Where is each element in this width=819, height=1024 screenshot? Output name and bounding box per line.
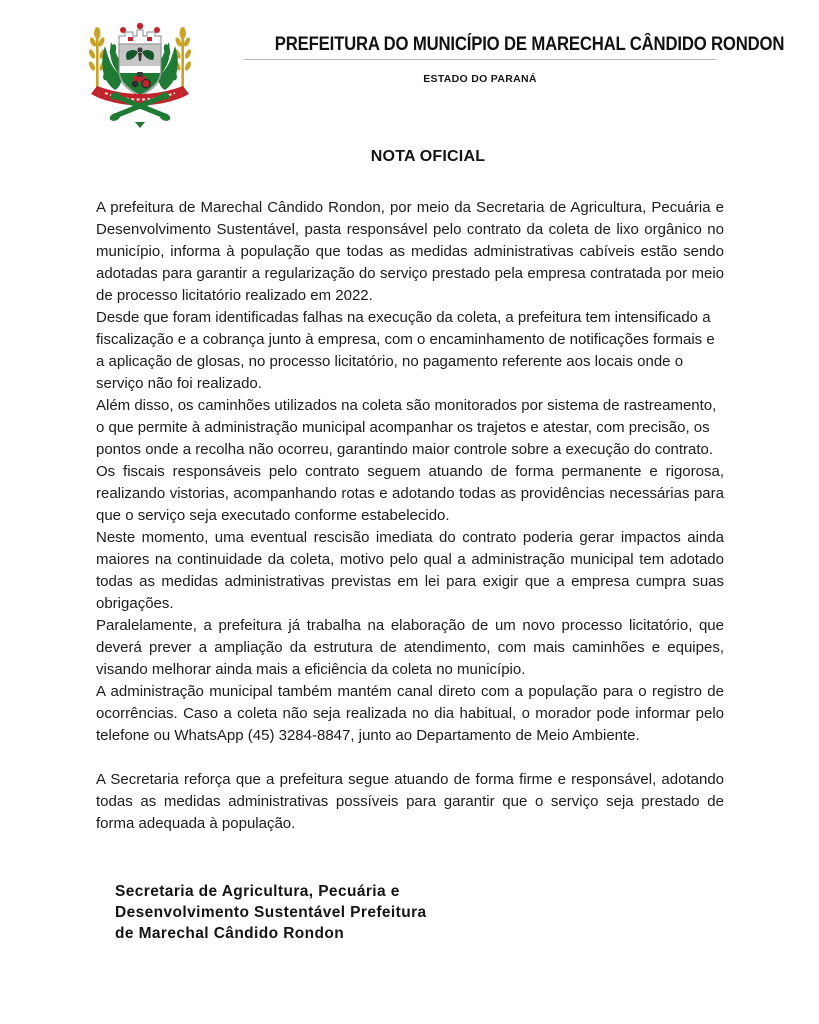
signature-line: Desenvolvimento Sustentável Prefeitura bbox=[115, 904, 427, 921]
letterhead-text bbox=[240, 34, 785, 85]
coat-of-arms-icon bbox=[85, 14, 195, 135]
signature-block bbox=[96, 881, 724, 944]
body-paragraph: Neste momento, uma eventual rescisão imediata do contrato poderia gerar impactos ainda maiores na continuidade da coleta, motivo pelo qual a administração municipal tem adotado todas as medidas administrativas previstas em lei para exigir que a empresa cumpra suas obrigações. bbox=[96, 529, 724, 612]
document-body bbox=[96, 148, 724, 944]
coat-of-arms bbox=[85, 14, 195, 135]
body-paragraph: A Secretaria reforça que a prefeitura segue atuando de forma firme e responsável, adotando todas as medidas administrativas possíveis para garantir que o serviço seja prestado de forma adequada à população. bbox=[96, 771, 724, 832]
mural-crown bbox=[119, 23, 161, 44]
body-paragraph: Desde que foram identificadas falhas na execução da coleta, a prefeitura tem intensificado a fiscalização e a cobrança junto à empresa, com o encaminhamento de notificações formais e a aplicação de glosas, no processo licitatório, no pagamento referente aos locais onde o serviço não foi realizado. bbox=[96, 309, 715, 392]
header-divider bbox=[244, 59, 716, 60]
municipality-name: PREFEITURA DO MUNICÍPIO DE MARECHAL CÂNDIDO RONDON bbox=[274, 34, 785, 55]
body-paragraph: A administração municipal também mantém canal direto com a população para o registro de ocorrências. Caso a coleta não seja realizada no dia habitual, o morador pode informar pelo telefone ou WhatsApp (45) 3284-8847, junto ao Departamento de Meio Ambiente. bbox=[96, 683, 724, 744]
body-paragraph: Além disso, os caminhões utilizados na coleta são monitorados por sistema de rastreamento, o que permite à administração municipal acompanhar os trajetos e atestar, com precisão, os pontos onde a recolha não ocorreu, garantindo maior controle sobre a execução do contrato. bbox=[96, 397, 717, 458]
body-paragraph: A prefeitura de Marechal Cândido Rondon, por meio da Secretaria de Agricultura, Pecuária e Desenvolvimento Sustentável, pasta responsável pelo contrato da coleta de lixo orgânico no município, informa à população que todas as medidas administrativas cabíveis estão sendo adotadas para garantir a regularização do serviço prestado pela empresa contratada por meio de processo licitatório realizado em 2022. bbox=[96, 199, 724, 304]
paragraph-list bbox=[96, 197, 724, 835]
shield bbox=[119, 44, 161, 96]
signature-line: Secretaria de Agricultura, Pecuária e bbox=[115, 883, 400, 900]
signature-line: de Marechal Cândido Rondon bbox=[115, 925, 345, 942]
body-paragraph: Os fiscais responsáveis pelo contrato seguem atuando de forma permanente e rigorosa, realizando vistorias, acompanhando rotas e adotando todas as providências necessárias para que o serviço seja executado conforme estabelecido. bbox=[96, 463, 724, 524]
document-title: NOTA OFICIAL bbox=[370, 148, 486, 165]
body-paragraph: Paralelamente, a prefeitura já trabalha na elaboração de um novo processo licitatório, que deverá prever a ampliação da estrutura de atendimento, com mais caminhões e equipes, visando melhorar ainda mais a eficiência da coleta no município. bbox=[96, 617, 724, 678]
letterhead bbox=[0, 14, 819, 139]
state-name: ESTADO DO PARANÁ bbox=[423, 73, 537, 85]
